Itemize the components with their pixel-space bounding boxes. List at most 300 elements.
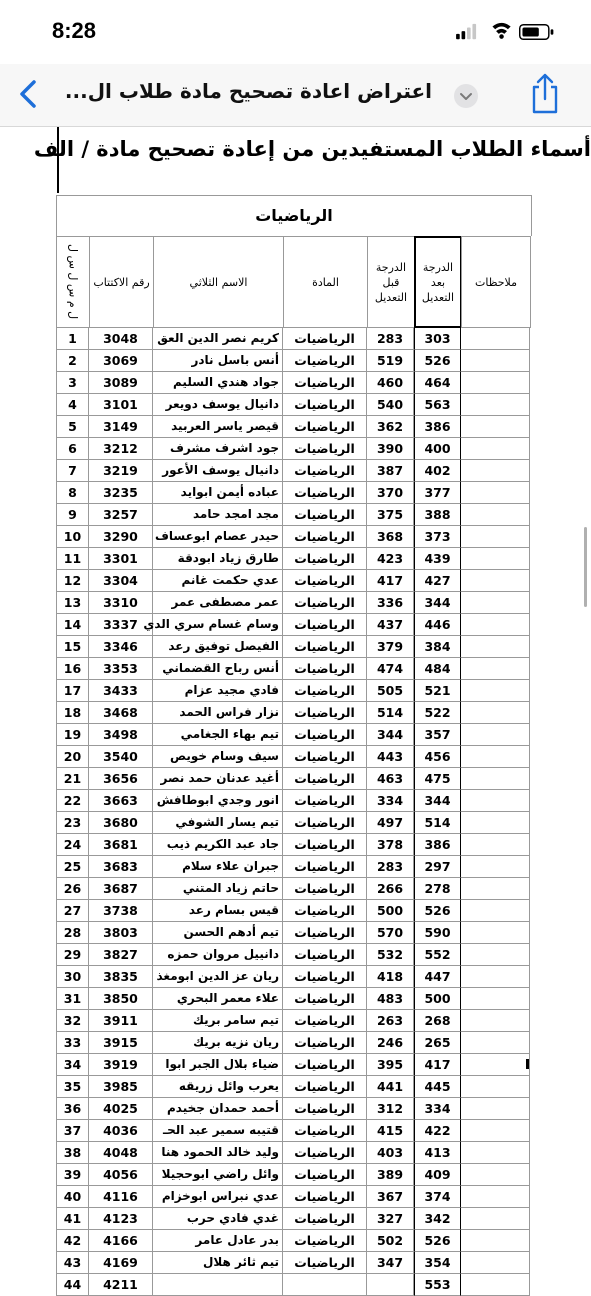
row-notes bbox=[461, 1142, 530, 1164]
row-grade-after: 514 bbox=[414, 812, 461, 834]
table-row bbox=[56, 680, 532, 702]
row-exam-no: 3290 bbox=[89, 526, 153, 548]
table-row bbox=[56, 526, 532, 548]
row-exam-no: 3915 bbox=[89, 1032, 153, 1054]
row-grade-after: 297 bbox=[414, 856, 461, 878]
row-exam-no: 3337 bbox=[89, 614, 153, 636]
table-row bbox=[56, 702, 532, 724]
row-name: الفيصل توفيق رعد bbox=[153, 636, 283, 658]
row-subject: الرياضيات bbox=[283, 350, 367, 372]
row-seq: 6 bbox=[56, 438, 89, 460]
row-notes bbox=[461, 416, 530, 438]
row-grade-before: 283 bbox=[367, 328, 414, 350]
row-grade-before: 483 bbox=[367, 988, 414, 1010]
row-name: طارق زياد ابودقة bbox=[153, 548, 283, 570]
row-grade-before: 463 bbox=[367, 768, 414, 790]
row-notes bbox=[461, 438, 530, 460]
table-row bbox=[56, 1164, 532, 1186]
row-exam-no: 3911 bbox=[89, 1010, 153, 1032]
row-notes bbox=[461, 1186, 530, 1208]
row-exam-no: 3985 bbox=[89, 1076, 153, 1098]
table-row bbox=[56, 1054, 532, 1076]
row-grade-after: 590 bbox=[414, 922, 461, 944]
row-exam-no: 3540 bbox=[89, 746, 153, 768]
row-grade-after: 464 bbox=[414, 372, 461, 394]
row-seq: 9 bbox=[56, 504, 89, 526]
subject-title: الرياضيات bbox=[56, 195, 532, 236]
row-grade-after: 456 bbox=[414, 746, 461, 768]
row-subject: الرياضيات bbox=[283, 900, 367, 922]
row-name: تيم ثائر هلال bbox=[153, 1252, 283, 1274]
row-name: أنس باسل نادر bbox=[153, 350, 283, 372]
table-row bbox=[56, 372, 532, 394]
table-row bbox=[56, 1186, 532, 1208]
row-name: انور وجدي ابوطافش bbox=[153, 790, 283, 812]
row-grade-after: 526 bbox=[414, 350, 461, 372]
row-grade-before: 336 bbox=[367, 592, 414, 614]
row-seq: 32 bbox=[56, 1010, 89, 1032]
row-subject: الرياضيات bbox=[283, 482, 367, 504]
status-bar bbox=[0, 0, 591, 64]
row-exam-no: 3680 bbox=[89, 812, 153, 834]
row-seq: 18 bbox=[56, 702, 89, 724]
row-grade-after: 526 bbox=[414, 1230, 461, 1252]
table-row bbox=[56, 394, 532, 416]
row-grade-before: 334 bbox=[367, 790, 414, 812]
row-name: وسام غسام سري الدي bbox=[153, 614, 283, 636]
row-grade-before: 370 bbox=[367, 482, 414, 504]
table-row bbox=[56, 900, 532, 922]
row-subject: الرياضيات bbox=[283, 1164, 367, 1186]
row-exam-no: 3850 bbox=[89, 988, 153, 1010]
row-subject: الرياضيات bbox=[283, 548, 367, 570]
table-row bbox=[56, 1274, 532, 1296]
row-grade-after: 303 bbox=[414, 328, 461, 350]
row-name: تيم أدهم الحسن bbox=[153, 922, 283, 944]
row-grade-after: 344 bbox=[414, 592, 461, 614]
row-grade-after: 427 bbox=[414, 570, 461, 592]
row-name: بدر عادل عامر bbox=[153, 1230, 283, 1252]
share-icon[interactable] bbox=[528, 72, 562, 116]
row-seq: 17 bbox=[56, 680, 89, 702]
table-row bbox=[56, 1142, 532, 1164]
row-exam-no: 4025 bbox=[89, 1098, 153, 1120]
table-row bbox=[56, 834, 532, 856]
header-after: الدرجة بعد التعديل bbox=[414, 236, 462, 328]
row-exam-no: 3468 bbox=[89, 702, 153, 724]
row-notes bbox=[461, 812, 530, 834]
row-grade-before: 423 bbox=[367, 548, 414, 570]
row-exam-no: 4123 bbox=[89, 1208, 153, 1230]
row-grade-before: 514 bbox=[367, 702, 414, 724]
table-row bbox=[56, 768, 532, 790]
row-grade-before: 474 bbox=[367, 658, 414, 680]
status-icons bbox=[451, 22, 563, 42]
row-subject: الرياضيات bbox=[283, 1208, 367, 1230]
row-notes bbox=[461, 526, 530, 548]
row-grade-before: 417 bbox=[367, 570, 414, 592]
row-name: غدي فادي حرب bbox=[153, 1208, 283, 1230]
header-subject: المادة bbox=[283, 236, 368, 328]
row-name: كريم نصر الدين العق bbox=[153, 328, 283, 350]
row-exam-no: 3738 bbox=[89, 900, 153, 922]
row-subject: الرياضيات bbox=[283, 526, 367, 548]
row-subject: الرياضيات bbox=[283, 438, 367, 460]
row-grade-before: 387 bbox=[367, 460, 414, 482]
row-name: قتيبه سمير عبد الحـ bbox=[153, 1120, 283, 1142]
row-name: عمر مصطفى عمر bbox=[153, 592, 283, 614]
row-grade-after: 354 bbox=[414, 1252, 461, 1274]
row-name: ضياء بلال الجبر ابوا bbox=[153, 1054, 283, 1076]
row-seq: 10 bbox=[56, 526, 89, 548]
row-grade-before: 283 bbox=[367, 856, 414, 878]
row-exam-no: 4036 bbox=[89, 1120, 153, 1142]
row-grade-before: 390 bbox=[367, 438, 414, 460]
scrollbar[interactable] bbox=[584, 527, 587, 607]
row-exam-no: 4211 bbox=[89, 1274, 153, 1296]
row-name: مجد امجد حامد bbox=[153, 504, 283, 526]
back-chevron-icon[interactable] bbox=[14, 76, 48, 112]
row-name: علاء معمر البحري bbox=[153, 988, 283, 1010]
row-notes bbox=[461, 680, 530, 702]
row-grade-after: 278 bbox=[414, 878, 461, 900]
row-seq: 41 bbox=[56, 1208, 89, 1230]
row-subject: الرياضيات bbox=[283, 1076, 367, 1098]
row-seq: 3 bbox=[56, 372, 89, 394]
cellular-signal-icon bbox=[456, 24, 476, 39]
row-subject: الرياضيات bbox=[283, 614, 367, 636]
row-seq: 29 bbox=[56, 944, 89, 966]
row-seq: 30 bbox=[56, 966, 89, 988]
table-row bbox=[56, 966, 532, 988]
row-notes bbox=[461, 1208, 530, 1230]
row-seq: 13 bbox=[56, 592, 89, 614]
row-subject: الرياضيات bbox=[283, 768, 367, 790]
row-exam-no: 3687 bbox=[89, 878, 153, 900]
row-notes bbox=[461, 482, 530, 504]
row-subject: الرياضيات bbox=[283, 790, 367, 812]
row-name: حيدر عصام ابوعساف bbox=[153, 526, 283, 548]
row-exam-no: 3219 bbox=[89, 460, 153, 482]
table-row bbox=[56, 746, 532, 768]
row-seq: 42 bbox=[56, 1230, 89, 1252]
row-grade-before: 368 bbox=[367, 526, 414, 548]
row-subject: الرياضيات bbox=[283, 966, 367, 988]
row-seq: 35 bbox=[56, 1076, 89, 1098]
row-grade-before: 415 bbox=[367, 1120, 414, 1142]
row-grade-before: 263 bbox=[367, 1010, 414, 1032]
row-notes bbox=[461, 1032, 530, 1054]
row-grade-after: 484 bbox=[414, 658, 461, 680]
row-notes bbox=[461, 1164, 530, 1186]
row-exam-no: 3346 bbox=[89, 636, 153, 658]
row-exam-no: 3498 bbox=[89, 724, 153, 746]
grades-table bbox=[56, 195, 531, 1292]
table-row bbox=[56, 856, 532, 878]
row-grade-before bbox=[367, 1274, 414, 1296]
row-subject: الرياضيات bbox=[283, 834, 367, 856]
row-name: يعرب وائل زريقه bbox=[153, 1076, 283, 1098]
row-grade-after: 413 bbox=[414, 1142, 461, 1164]
row-notes bbox=[461, 1076, 530, 1098]
row-grade-after: 265 bbox=[414, 1032, 461, 1054]
row-grade-after: 342 bbox=[414, 1208, 461, 1230]
row-name: عباده أيمن ابوايد bbox=[153, 482, 283, 504]
row-grade-after: 373 bbox=[414, 526, 461, 548]
row-name: سيف وسام خويص bbox=[153, 746, 283, 768]
row-notes bbox=[461, 790, 530, 812]
table-row bbox=[56, 988, 532, 1010]
row-marker bbox=[526, 1059, 529, 1069]
row-subject: الرياضيات bbox=[283, 504, 367, 526]
row-name: نزار فراس الحمد bbox=[153, 702, 283, 724]
row-exam-no: 3212 bbox=[89, 438, 153, 460]
row-subject: الرياضيات bbox=[283, 878, 367, 900]
row-grade-before: 443 bbox=[367, 746, 414, 768]
battery-icon bbox=[520, 25, 554, 40]
row-exam-no: 3310 bbox=[89, 592, 153, 614]
table-row bbox=[56, 328, 532, 350]
row-grade-after: 422 bbox=[414, 1120, 461, 1142]
row-seq: 4 bbox=[56, 394, 89, 416]
table-row bbox=[56, 438, 532, 460]
row-seq: 36 bbox=[56, 1098, 89, 1120]
row-notes bbox=[461, 922, 530, 944]
row-grade-after: 522 bbox=[414, 702, 461, 724]
row-grade-after: 374 bbox=[414, 1186, 461, 1208]
row-notes bbox=[461, 548, 530, 570]
row-subject: الرياضيات bbox=[283, 702, 367, 724]
row-seq: 38 bbox=[56, 1142, 89, 1164]
row-subject: الرياضيات bbox=[283, 1252, 367, 1274]
row-name: فادي مجيد عزام bbox=[153, 680, 283, 702]
row-notes bbox=[461, 944, 530, 966]
row-grade-after: 402 bbox=[414, 460, 461, 482]
row-grade-before: 375 bbox=[367, 504, 414, 526]
row-seq: 24 bbox=[56, 834, 89, 856]
table-row bbox=[56, 614, 532, 636]
row-seq: 1 bbox=[56, 328, 89, 350]
row-grade-before: 505 bbox=[367, 680, 414, 702]
row-notes bbox=[461, 460, 530, 482]
header-exam-no: رقم الاكتتاب bbox=[89, 236, 154, 328]
table-row bbox=[56, 416, 532, 438]
row-subject: الرياضيات bbox=[283, 1010, 367, 1032]
row-grade-after: 386 bbox=[414, 416, 461, 438]
row-grade-before: 362 bbox=[367, 416, 414, 438]
row-subject: الرياضيات bbox=[283, 1186, 367, 1208]
row-notes bbox=[461, 724, 530, 746]
row-subject: الرياضيات bbox=[283, 1032, 367, 1054]
row-notes bbox=[461, 900, 530, 922]
row-exam-no: 3101 bbox=[89, 394, 153, 416]
header-before: الدرجة قبل التعديل bbox=[367, 236, 415, 328]
row-name: جواد هندي السليم bbox=[153, 372, 283, 394]
row-subject: الرياضيات bbox=[283, 1120, 367, 1142]
row-subject: الرياضيات bbox=[283, 636, 367, 658]
row-subject: الرياضيات bbox=[283, 680, 367, 702]
row-notes bbox=[461, 658, 530, 680]
document-view[interactable] bbox=[0, 127, 591, 1292]
row-subject: الرياضيات bbox=[283, 570, 367, 592]
row-grade-after: 377 bbox=[414, 482, 461, 504]
row-grade-after: 552 bbox=[414, 944, 461, 966]
row-exam-no: 3301 bbox=[89, 548, 153, 570]
row-name: تيم بهاء الجغامي bbox=[153, 724, 283, 746]
row-grade-before: 519 bbox=[367, 350, 414, 372]
row-notes bbox=[461, 328, 530, 350]
row-name: أغيد عدنان حمد نصر bbox=[153, 768, 283, 790]
row-notes bbox=[461, 570, 530, 592]
row-subject: الرياضيات bbox=[283, 944, 367, 966]
row-grade-before: 327 bbox=[367, 1208, 414, 1230]
row-grade-after: 357 bbox=[414, 724, 461, 746]
row-seq: 44 bbox=[56, 1274, 89, 1296]
row-notes bbox=[461, 1120, 530, 1142]
row-subject: الرياضيات bbox=[283, 1054, 367, 1076]
table-row bbox=[56, 1120, 532, 1142]
row-grade-before: 379 bbox=[367, 636, 414, 658]
row-exam-no: 3304 bbox=[89, 570, 153, 592]
row-exam-no: 3919 bbox=[89, 1054, 153, 1076]
row-name: أنس رباح القضماني bbox=[153, 658, 283, 680]
row-exam-no: 3835 bbox=[89, 966, 153, 988]
row-subject: الرياضيات bbox=[283, 658, 367, 680]
chevron-down-icon bbox=[454, 84, 478, 108]
row-subject: الرياضيات bbox=[283, 1142, 367, 1164]
row-grade-after: 500 bbox=[414, 988, 461, 1010]
row-name: جود اشرف مشرف bbox=[153, 438, 283, 460]
row-grade-before: 532 bbox=[367, 944, 414, 966]
row-name bbox=[153, 1274, 283, 1296]
row-notes bbox=[461, 1010, 530, 1032]
row-seq: 34 bbox=[56, 1054, 89, 1076]
row-notes bbox=[461, 372, 530, 394]
row-subject: الرياضيات bbox=[283, 856, 367, 878]
row-grade-before: 570 bbox=[367, 922, 414, 944]
row-notes bbox=[461, 1230, 530, 1252]
row-seq: 19 bbox=[56, 724, 89, 746]
row-name: دانييل مروان حمزه bbox=[153, 944, 283, 966]
row-exam-no: 3089 bbox=[89, 372, 153, 394]
row-subject: الرياضيات bbox=[283, 394, 367, 416]
row-subject bbox=[283, 1274, 367, 1296]
row-seq: 15 bbox=[56, 636, 89, 658]
navigation-bar bbox=[0, 64, 591, 127]
row-grade-before: 389 bbox=[367, 1164, 414, 1186]
row-grade-before: 540 bbox=[367, 394, 414, 416]
row-grade-after: 384 bbox=[414, 636, 461, 658]
row-name: دانيال يوسف دويعر bbox=[153, 394, 283, 416]
table-row bbox=[56, 1098, 532, 1120]
row-notes bbox=[461, 988, 530, 1010]
row-seq: 5 bbox=[56, 416, 89, 438]
row-exam-no: 4048 bbox=[89, 1142, 153, 1164]
row-grade-after: 400 bbox=[414, 438, 461, 460]
header-seq: ل م س ل س ل bbox=[56, 236, 90, 328]
row-seq: 31 bbox=[56, 988, 89, 1010]
table-row bbox=[56, 504, 532, 526]
row-notes bbox=[461, 1054, 530, 1076]
row-notes bbox=[461, 614, 530, 636]
table-row bbox=[56, 636, 532, 658]
row-grade-after: 475 bbox=[414, 768, 461, 790]
row-grade-before: 441 bbox=[367, 1076, 414, 1098]
row-grade-after: 445 bbox=[414, 1076, 461, 1098]
table-row bbox=[56, 812, 532, 834]
row-subject: الرياضيات bbox=[283, 922, 367, 944]
row-grade-before: 378 bbox=[367, 834, 414, 856]
row-name: قيس بسام رعد bbox=[153, 900, 283, 922]
row-seq: 43 bbox=[56, 1252, 89, 1274]
row-notes bbox=[461, 834, 530, 856]
row-grade-after: 409 bbox=[414, 1164, 461, 1186]
table-row bbox=[56, 944, 532, 966]
row-notes bbox=[461, 350, 530, 372]
row-seq: 16 bbox=[56, 658, 89, 680]
row-seq: 27 bbox=[56, 900, 89, 922]
row-subject: الرياضيات bbox=[283, 416, 367, 438]
row-exam-no: 4169 bbox=[89, 1252, 153, 1274]
table-row bbox=[56, 482, 532, 504]
row-grade-before: 500 bbox=[367, 900, 414, 922]
row-seq: 21 bbox=[56, 768, 89, 790]
row-name: عدي نبراس ابوخزام bbox=[153, 1186, 283, 1208]
row-seq: 8 bbox=[56, 482, 89, 504]
row-notes bbox=[461, 592, 530, 614]
row-name: دانيال يوسف الأعور bbox=[153, 460, 283, 482]
row-seq: 12 bbox=[56, 570, 89, 592]
row-subject: الرياضيات bbox=[283, 460, 367, 482]
row-grade-after: 268 bbox=[414, 1010, 461, 1032]
table-row bbox=[56, 1208, 532, 1230]
row-grade-before: 395 bbox=[367, 1054, 414, 1076]
row-notes bbox=[461, 966, 530, 988]
table-row bbox=[56, 724, 532, 746]
row-seq: 14 bbox=[56, 614, 89, 636]
title-menu-button[interactable] bbox=[454, 84, 478, 108]
row-notes bbox=[461, 768, 530, 790]
row-subject: الرياضيات bbox=[283, 724, 367, 746]
row-notes bbox=[461, 394, 530, 416]
row-grade-before: 437 bbox=[367, 614, 414, 636]
row-notes bbox=[461, 856, 530, 878]
row-notes bbox=[461, 504, 530, 526]
row-seq: 11 bbox=[56, 548, 89, 570]
row-grade-after: 563 bbox=[414, 394, 461, 416]
row-notes bbox=[461, 878, 530, 900]
table-row bbox=[56, 790, 532, 812]
row-grade-before: 266 bbox=[367, 878, 414, 900]
row-grade-after: 344 bbox=[414, 790, 461, 812]
row-name: ريان نزيه بريك bbox=[153, 1032, 283, 1054]
row-exam-no: 3803 bbox=[89, 922, 153, 944]
row-grade-after: 388 bbox=[414, 504, 461, 526]
row-subject: الرياضيات bbox=[283, 372, 367, 394]
row-subject: الرياضيات bbox=[283, 812, 367, 834]
row-seq: 2 bbox=[56, 350, 89, 372]
table-row bbox=[56, 1032, 532, 1054]
row-grade-after: 447 bbox=[414, 966, 461, 988]
row-exam-no: 3069 bbox=[89, 350, 153, 372]
row-notes bbox=[461, 1098, 530, 1120]
document-heading: أسماء الطلاب المستفيدين من إعادة تصحيح مادة / الف bbox=[33, 137, 591, 161]
row-grade-before: 246 bbox=[367, 1032, 414, 1054]
row-exam-no: 4166 bbox=[89, 1230, 153, 1252]
table-row bbox=[56, 570, 532, 592]
table-row bbox=[56, 922, 532, 944]
row-exam-no: 3149 bbox=[89, 416, 153, 438]
